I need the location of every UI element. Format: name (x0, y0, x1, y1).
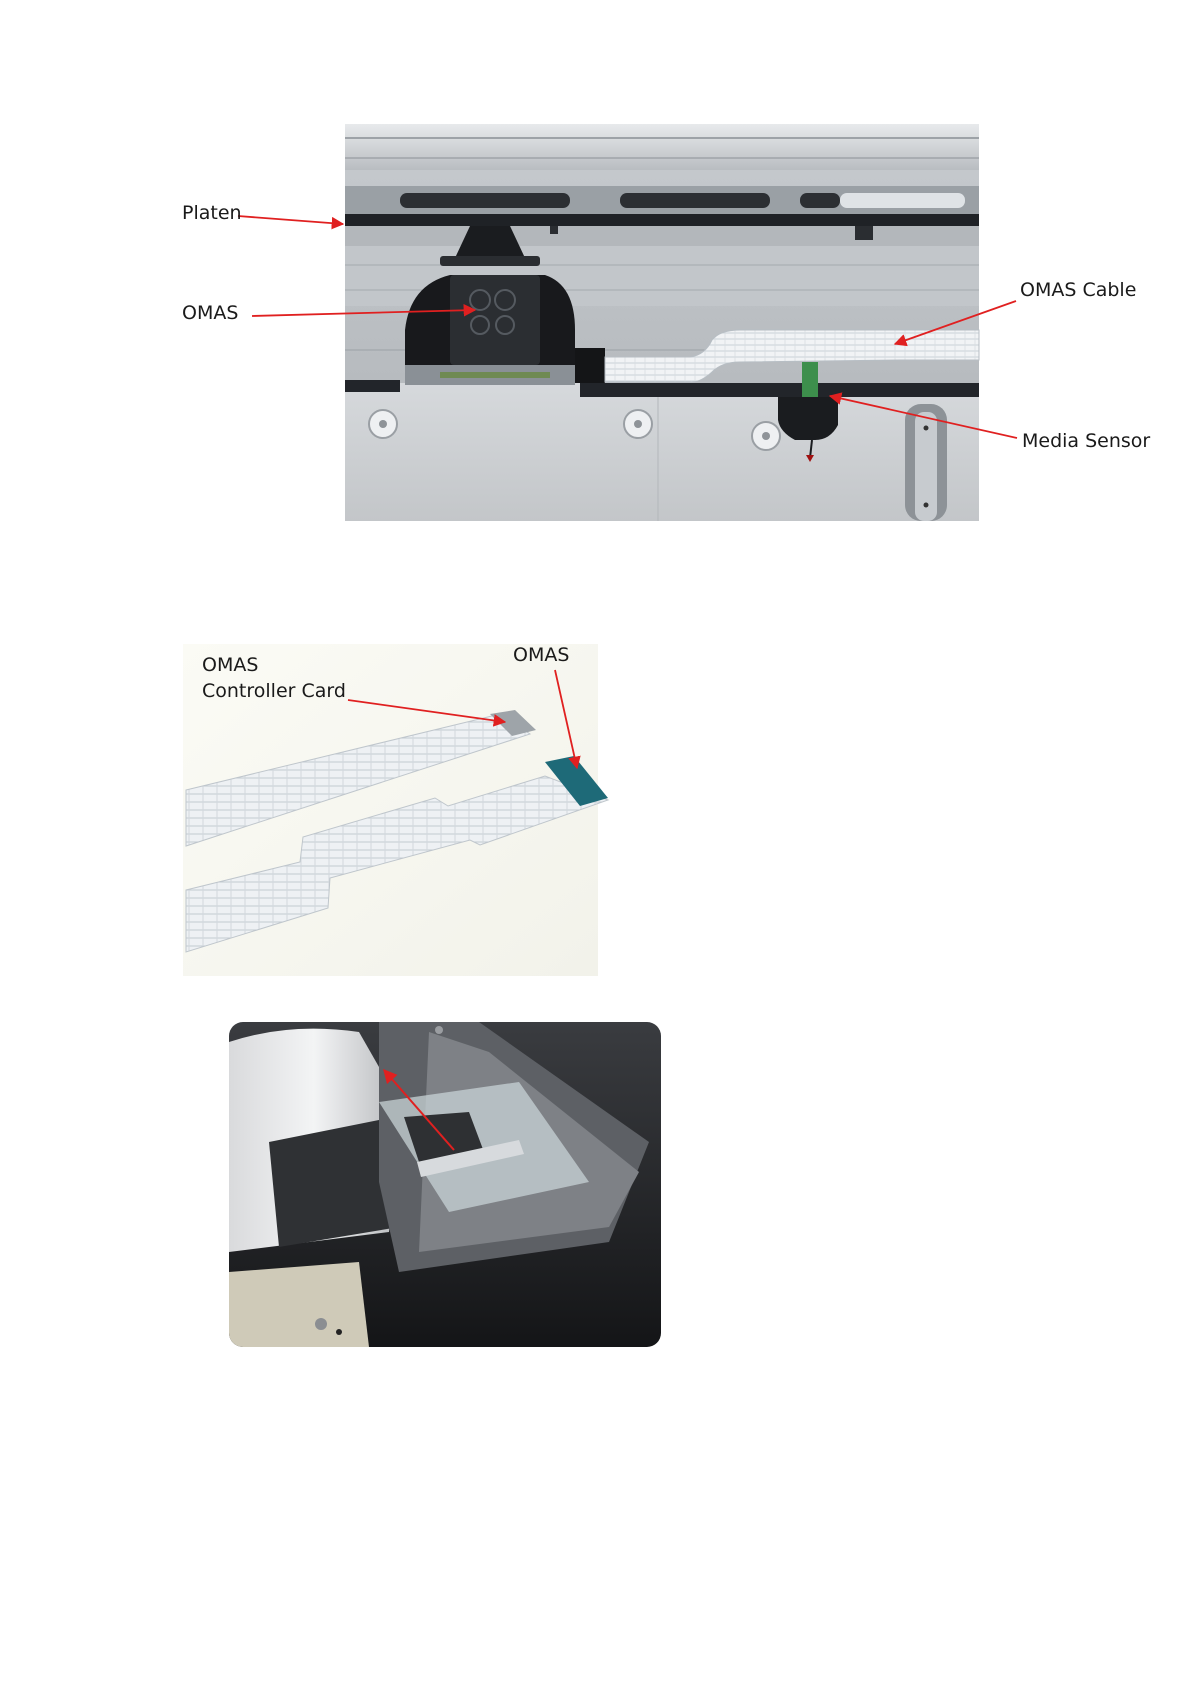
closeup-illustration (229, 1022, 661, 1347)
label-media-sensor: Media Sensor (1022, 430, 1151, 452)
label-omas-controller-line2: Controller Card (202, 680, 346, 702)
label-omas-controller-line1: OMAS (202, 654, 259, 676)
platen-illustration (0, 0, 1190, 540)
figure-platen-overview (0, 0, 1190, 540)
figure-omas-closeup (229, 1022, 661, 1347)
label-omas: OMAS (182, 302, 239, 324)
label-omas-connector: OMAS (513, 644, 570, 666)
label-platen: Platen (182, 202, 242, 224)
label-omas-cable: OMAS Cable (1020, 279, 1137, 301)
figure-ribbon-cables (0, 630, 700, 980)
ribbon-cable-illustration (0, 630, 700, 980)
